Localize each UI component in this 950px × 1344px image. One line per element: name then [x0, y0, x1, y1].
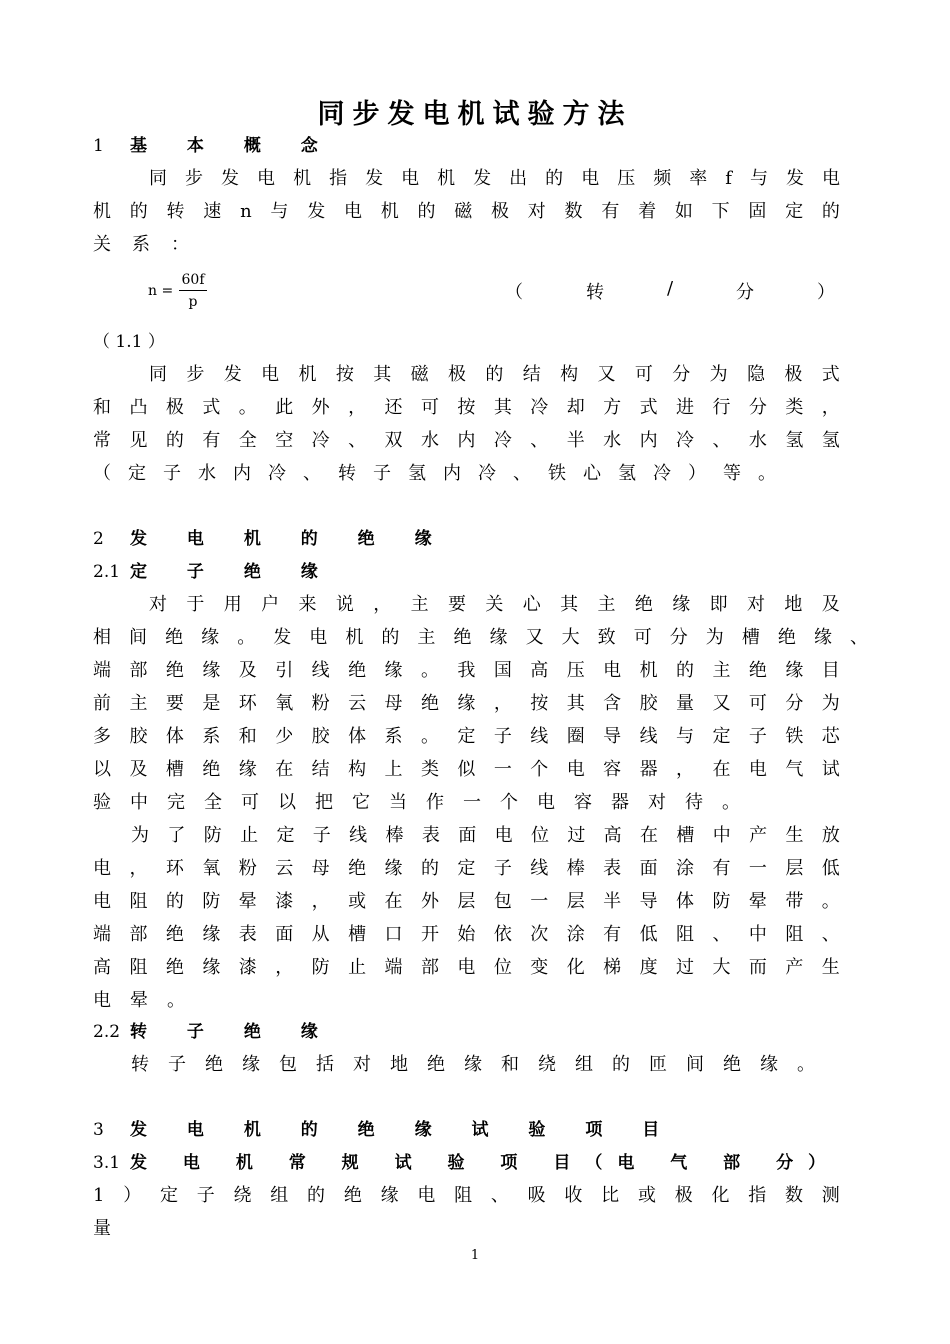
para-4-line-1: 为 了 防 止 定 子 线 棒 表 面 电 位 过 高 在 槽 中 产 生 放	[131, 825, 840, 846]
para-3-line-2: 相 间 绝 缘 。 发 电 机 的 主 绝 缘 又 大 致 可 分 为 槽 绝 缘 、	[93, 627, 868, 648]
para-3-line-5: 多 胶 体 系 和 少 胶 体 系 。 定 子 线 圈 导 线 与 定 子 铁 芯	[93, 726, 840, 747]
equation-label: （ 1.1 ）	[93, 332, 165, 352]
section-1-heading	[93, 130, 840, 162]
para-2-line-4: （定子水内冷、转子氢内冷、铁心氢冷）等。	[93, 463, 793, 484]
section-title: 发 电 机 的 绝 缘 试 验 项 目	[130, 1120, 677, 1140]
para-3-line-1: 对 于 用 户 来 说 ， 主 要 关 心 其 主 绝 缘 即 对 地 及	[149, 594, 840, 615]
unit-min: 分	[735, 282, 754, 303]
para-3-line-6: 以 及 槽 绝 缘 在 结 构 上 类 似 一 个 电 容 器 ， 在 电 气 试	[93, 759, 840, 780]
section-title: 基 本 概 念	[130, 136, 335, 156]
formula-fraction	[179, 270, 207, 313]
section-title: 转 子 绝 缘	[130, 1022, 335, 1042]
formula-denominator: p	[188, 294, 198, 310]
section-title: 发 电 机 常 规 试 验 项 目（电 气 部 分）	[130, 1153, 841, 1173]
section-number: 2.2	[93, 1022, 121, 1042]
para-2-line-1: 同 步 发 电 机 按 其 磁 极 的 结 构 又 可 分 为 隐 极 式	[149, 364, 840, 385]
formula-unit	[505, 278, 835, 308]
para-4-line-4: 端 部 绝 缘 表 面 从 槽 口 开 始 依 次 涂 有 低 阻 、 中 阻 、	[93, 924, 840, 945]
para-4-line-6: 电晕。	[93, 990, 204, 1011]
unit-close-paren: ）	[816, 282, 835, 303]
item-1-line-1: 1 ） 定 子 绕 组 的 绝 缘 电 阻 、 吸 收 比 或 极 化 指 数 测	[93, 1185, 840, 1206]
document-title: 同步发电机试验方法	[317, 99, 633, 130]
section-number: 2	[93, 529, 104, 549]
formula-numerator: 60f	[179, 270, 207, 291]
section-2-heading	[93, 523, 840, 555]
para-1-line-3: 关系：	[93, 234, 210, 255]
unit-open-paren: （	[505, 282, 523, 303]
para-2-line-2: 和 凸 极 式 。 此 外 ， 还 可 按 其 冷 却 方 式 进 行 分 类 ，	[93, 397, 840, 418]
section-2-1-heading	[93, 556, 840, 588]
item-1-line-2: 量	[93, 1218, 111, 1239]
section-3-heading	[93, 1114, 840, 1146]
unit-rev: 转	[585, 282, 604, 303]
para-1-line-1: 同 步 发 电 机 指 发 电 机 发 出 的 电 压 频 率 f 与 发 电	[149, 168, 840, 189]
section-number: 3.1	[93, 1153, 121, 1173]
para-4-line-5: 高 阻 绝 缘 漆 ， 防 止 端 部 电 位 变 化 梯 度 过 大 而 产 生	[93, 957, 840, 978]
para-3-line-4: 前 主 要 是 环 氧 粉 云 母 绝 缘 ， 按 其 含 胶 量 又 可 分 为	[93, 693, 840, 714]
page-number: 1	[470, 1248, 480, 1263]
formula-lhs: n =	[148, 283, 174, 299]
unit-slash: /	[666, 278, 674, 299]
formula-1-1	[148, 270, 218, 316]
para-4-line-3: 电 阻 的 防 晕 漆 ， 或 在 外 层 包 一 层 半 导 体 防 晕 带 。	[93, 891, 840, 912]
para-3-line-7: 验中完全可以把它当作一个电容器对待。	[93, 792, 759, 813]
para-3-line-3: 端 部 绝 缘 及 引 线 绝 缘 。 我 国 高 压 电 机 的 主 绝 缘 目	[93, 660, 840, 681]
section-title: 定 子 绝 缘	[130, 562, 335, 582]
section-3-1-heading	[93, 1147, 840, 1179]
para-1-line-2: 机 的 转 速 n 与 发 电 机 的 磁 极 对 数 有 着 如 下 固 定 的	[93, 201, 840, 222]
section-number: 3	[93, 1120, 104, 1140]
section-number: 1	[93, 136, 104, 156]
section-2-2-heading	[93, 1016, 840, 1048]
section-number: 2.1	[93, 562, 121, 582]
para-2-line-3: 常 见 的 有 全 空 冷 、 双 水 内 冷 、 半 水 内 冷 、 水 氢 氢	[93, 430, 840, 451]
para-5: 转子绝缘包括对地绝缘和绕组的匝间绝缘。	[131, 1054, 834, 1075]
section-title: 发 电 机 的 绝 缘	[130, 529, 449, 549]
para-4-line-2: 电 ， 环 氧 粉 云 母 绝 缘 的 定 子 线 棒 表 面 涂 有 一 层 低	[93, 858, 840, 879]
